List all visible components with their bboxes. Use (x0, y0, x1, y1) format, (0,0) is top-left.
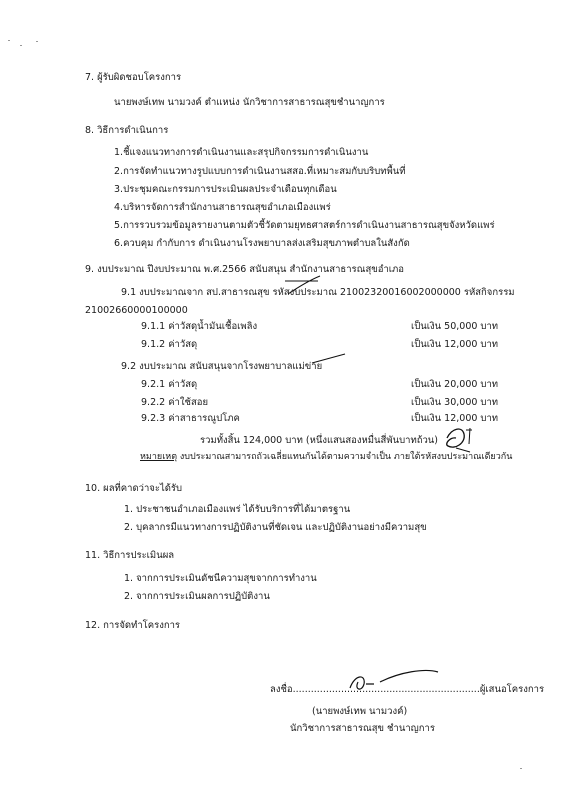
pen-stroke (456, 448, 470, 452)
method-item: 5.การรวบรวมข้อมูลรายงานตามตัวชี้วัดตามยุทธศาสตร์การดำเนินงานสาธารณสุขจังหวัดแพร่ (114, 220, 495, 231)
pen-stroke (288, 276, 320, 294)
section-8-heading: 8. วิธีการดำเนินการ (85, 125, 169, 136)
method-item: 1.ชี้แจงแนวทางการดำเนินงานและสรุปกิจกรรมการดำเนินงาน (114, 147, 369, 158)
signature-line (270, 683, 544, 696)
budget-item-label: 9.2.1 ค่าวัสดุ (141, 379, 198, 390)
budget-item-label: 9.1.1 ค่าวัสดุน้ำมันเชื้อเพลิง (141, 321, 258, 332)
budget-source-9-1: 9.1 งบประมาณจาก สป.สาธารณสุข รหัสงบประมาณ 21002320016002000000 รหัสกิจกรรม (121, 287, 515, 298)
evaluation-item: 1. จากการประเมินดัชนีความสุขจากการทำงาน (124, 573, 317, 584)
method-item: 2.การจัดทำแนวทางรูปแบบการดำเนินงานสสอ.ที่เหมาะสมกับบริบทพื้นที่ (114, 166, 406, 177)
budget-item-amount: เป็นเงิน 12,000 บาท (411, 339, 499, 350)
section-7-heading: 7. ผู้รับผิดชอบโครงการ (85, 72, 182, 83)
budget-item-label: 9.2.2 ค่าใช้สอย (141, 397, 209, 408)
expected-result: 2. บุคลากรมีแนวทางการปฏิบัติงานที่ชัดเจน และปฏิบัติงานอย่างมีความสุข (124, 522, 427, 533)
expected-result: 1. ประชาชนอำเภอเมืองแพร่ ได้รับบริการที่ได้มาตรฐาน (124, 504, 351, 515)
budget-total: รวมทั้งสิ้น 124,000 บาท (หนึ่งแสนสองหมื่นสี่พันบาทถ้วน) (200, 435, 439, 446)
sign-label: ลงชื่อ (270, 684, 293, 695)
budget-item-amount: เป็นเงิน 20,000 บาท (411, 379, 499, 390)
note-label: หมายเหตุ (140, 452, 178, 462)
sign-dots: .............................................................. (292, 684, 480, 695)
budget-item-label: 9.1.2 ค่าวัสดุ (141, 339, 198, 350)
method-item: 6.ควบคุม กำกับการ ดำเนินงานโรงพยาบาลส่งเสริมสุขภาพตำบลในสังกัด (114, 238, 410, 249)
responsible-person: นายพงษ์เทพ นามวงค์ ตำแหน่ง นักวิชาการสาธารณสุขชำนาญการ (114, 97, 385, 108)
section-11-heading: 11. วิธีการประเมินผล (85, 550, 175, 561)
budget-item-amount: เป็นเงิน 30,000 บาท (411, 397, 499, 408)
sign-role: ผู้เสนอโครงการ (479, 684, 545, 695)
section-9-heading: 9. งบประมาณ ปีงบประมาณ พ.ศ.2566 สนับสนุน สำนักงานสาธารณสุขอำเภอ (85, 264, 405, 275)
method-item: 3.ประชุมคณะกรรมการประเมินผลประจำเดือนทุกเดือน (114, 184, 337, 195)
budget-item-amount: เป็นเงิน 50,000 บาท (411, 321, 499, 332)
method-item: 4.บริหารจัดการสำนักงานสาธารณสุขอำเภอเมืองแพร่ (114, 202, 331, 213)
initials-mark (447, 429, 465, 447)
budget-item-amount: เป็นเงิน 12,000 บาท (411, 413, 499, 424)
section-12-heading: 12. การจัดทำโครงการ (85, 620, 181, 631)
signer-name: (นายพงษ์เทพ นามวงค์) (312, 706, 408, 717)
evaluation-item: 2. จากการประเมินผลการปฏิบัติงาน (124, 591, 270, 602)
signer-position: นักวิชาการสาธารณสุข ชำนาญการ (290, 723, 435, 734)
pen-stroke (312, 354, 345, 363)
activity-code: 21002660000100000 (85, 305, 188, 316)
section-10-heading: 10. ผลที่คาดว่าจะได้รับ (85, 483, 183, 494)
budget-source-9-2: 9.2 งบประมาณ สนับสนุนจากโรงพยาบาลแม่ข่าย (121, 361, 323, 372)
initials-mark (466, 428, 472, 444)
budget-item-label: 9.2.3 ค่าสาธารณูปโภค (141, 413, 240, 424)
note-text: งบประมาณสามารถถัวเฉลี่ยแทนกันได้ตามความจำเป็น ภายใต้รหัสงบประมาณเดียวกัน (177, 452, 513, 462)
